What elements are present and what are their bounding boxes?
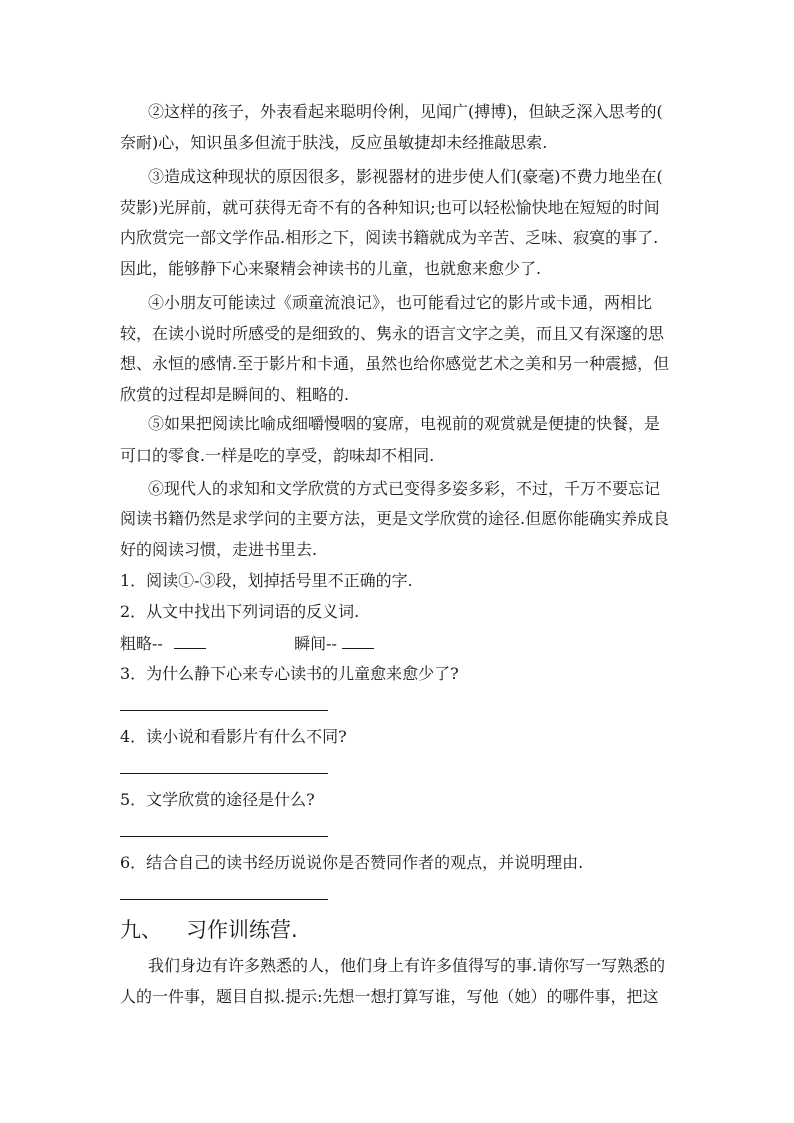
section-9-heading [120,917,298,943]
antonym-label-instant: 瞬间-- [294,634,337,653]
question-6: 6．结合自己的读书经历说说你是否赞同作者的观点，并说明理由. [120,853,584,872]
section-9-line-1: 我们身边有许多熟悉的人，他们身上有许多值得写的事.请你写一写熟悉的 [148,956,666,975]
paragraph-3-line-2: 荧影)光屏前，就可获得无奇不有的各种知识;也可以轻松愉快地在短短的时间 [120,198,660,217]
question-5: 5．文学欣赏的途径是什么? [120,790,315,809]
question-2: 2．从文中找出下列词语的反义词. [120,602,360,621]
antonym-blank-instant[interactable] [342,632,374,649]
question-3: 3．为什么静下心来专心读书的儿童愈来愈少了? [120,664,459,683]
paragraph-5-line-1: ⑤如果把阅读比喻成细嚼慢咽的宴席，电视前的观赏就是便捷的快餐，是 [148,414,661,433]
section-9-number: 九、 [120,918,162,942]
paragraph-4-line-4: 欣赏的过程却是瞬间的、粗略的. [120,385,350,404]
question-1: 1．阅读①-③段，划掉括号里不正确的字. [120,571,413,590]
paragraph-4-line-3: 想、永恒的感情.至于影片和卡通，虽然也给你感觉艺术之美和另一种震撼，但 [120,354,670,373]
paragraph-3-line-1: ③造成这种现状的原因很多，影视器材的进步使人们(豪毫)不费力地坐在( [148,167,663,186]
paragraph-5-line-2: 可口的零食.一样是吃的享受，韵味却不相同. [120,446,435,465]
paragraph-6-line-2: 阅读书籍仍然是求学问的主要方法，更是文学欣赏的途径.但愿你能确实养成良 [120,509,670,528]
paragraph-3-line-4: 因此，能够静下心来聚精会神读书的儿童，也就愈来愈少了. [120,259,542,278]
paragraph-3-line-3: 内欣赏完一部文学作品.相形之下，阅读书籍就成为辛苦、乏味、寂寞的事了. [120,228,659,247]
section-9-title: 习作训练营. [186,918,298,942]
paragraph-2-line-2: 奈耐)心，知识虽多但流于肤浅，反应虽敏捷却未经推敲思索. [120,133,548,152]
section-9-line-2: 人的一件事，题目自拟.提示:先想一想打算写谁，写他（她）的哪件事，把这 [120,987,659,1006]
paragraph-6-line-1: ⑥现代人的求知和文学欣赏的方式已变得多姿多彩，不过，千万不要忘记 [148,479,661,498]
answer-line-6[interactable] [120,899,328,900]
question-4: 4．读小说和看影片有什么不同? [120,727,347,746]
paragraph-6-line-3: 好的阅读习惯，走进书里去. [120,540,318,559]
paragraph-2-line-1: ②这样的孩子，外表看起来聪明伶俐，见闻广(搏博)，但缺乏深入思考的( [148,102,663,121]
answer-line-4[interactable] [120,773,328,774]
antonym-label-coarse: 粗略-- [120,634,163,653]
question-2-blanks [120,632,680,655]
answer-line-5[interactable] [120,836,328,837]
antonym-blank-coarse[interactable] [174,632,206,649]
paragraph-4-line-1: ④小朋友可能读过《顽童流浪记》，也可能看过它的影片或卡通，两相比 [148,293,653,312]
answer-line-3[interactable] [120,710,328,711]
paragraph-4-line-2: 较，在读小说时所感受的是细致的、隽永的语言文字之美，而且又有深邃的思 [120,324,665,343]
